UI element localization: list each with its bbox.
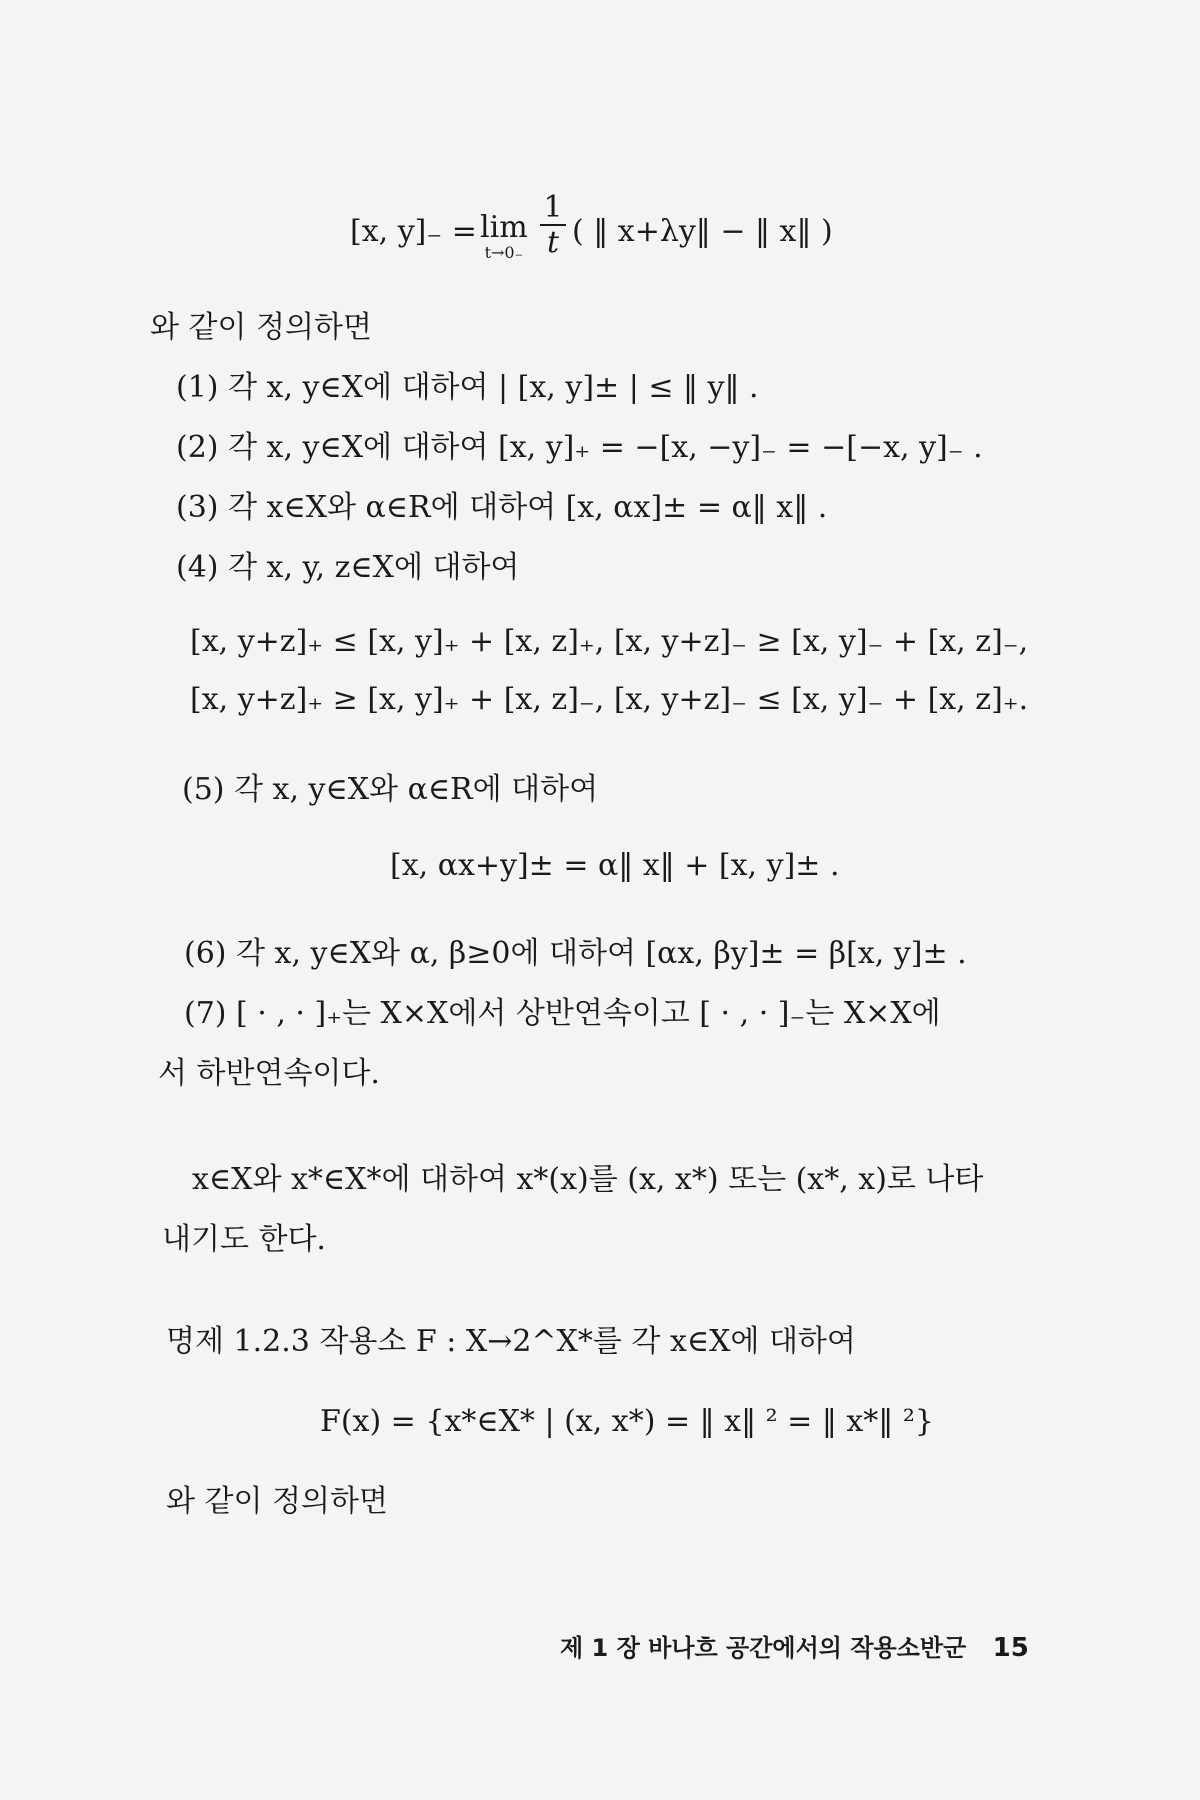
formula-rhs: ( ‖ x+λy‖ − ‖ x‖ ) xyxy=(572,214,833,249)
property-4: (4) 각 x, y, z∈X에 대하여 xyxy=(176,550,520,585)
lim-text: lim xyxy=(480,210,528,245)
formula-lhs: [x, y]₋ = xyxy=(350,214,477,249)
property-7: (7) [ · , · ]₊는 X×X에서 상반연속이고 [ · , · ]₋는 X×X에 xyxy=(184,996,941,1031)
proposition-heading: 명제 1.2.3 작용소 F : X→2^X*를 각 x∈X에 대하여 xyxy=(166,1324,856,1359)
property-3: (3) 각 x∈X와 α∈R에 대하여 [x, αx]± = α‖ x‖ . xyxy=(176,490,828,525)
property-6: (6) 각 x, y∈X와 α, β≥0에 대하여 [αx, βy]± = β[x, y]± . xyxy=(184,936,967,971)
property-1: (1) 각 x, y∈X에 대하여 | [x, y]± | ≤ ‖ y‖ . xyxy=(176,370,759,405)
notation-paragraph-continued: 내기도 한다. xyxy=(162,1222,326,1257)
fraction-denominator: t xyxy=(546,225,560,260)
property-2: (2) 각 x, y∈X에 대하여 [x, y]₊ = −[x, −y]₋ = −[−x, y]₋ . xyxy=(176,430,983,465)
property-7-continued: 서 하반연속이다. xyxy=(158,1056,380,1091)
chapter-title: 제 1 장 바나흐 공간에서의 작용소반군 xyxy=(560,1634,967,1662)
page-number: 15 xyxy=(992,1633,1029,1663)
lim-subscript: t→0₋ xyxy=(484,243,524,262)
notation-paragraph: x∈X와 x*∈X*에 대하여 x*(x)를 (x, x*) 또는 (x*, x)로 나타 xyxy=(192,1162,984,1197)
fraction xyxy=(540,192,566,260)
equation-5: [x, αx+y]± = α‖ x‖ + [x, y]± . xyxy=(390,848,840,883)
text-line: 와 같이 정의하면 xyxy=(150,310,372,345)
page-footer xyxy=(560,1628,1029,1663)
fraction-numerator: 1 xyxy=(543,190,563,225)
limit-operator xyxy=(480,210,528,261)
inequality-line-2: [x, y+z]₊ ≥ [x, y]₊ + [x, z]₋, [x, y+z]₋ ≤ [x, y]₋ + [x, z]₊. xyxy=(190,682,1029,717)
text-line-2: 와 같이 정의하면 xyxy=(166,1484,388,1519)
inequality-line-1: [x, y+z]₊ ≤ [x, y]₊ + [x, z]₊, [x, y+z]₋ ≥ [x, y]₋ + [x, z]₋, xyxy=(190,624,1029,659)
duality-map-formula: F(x) = {x*∈X* | (x, x*) = ‖ x‖ ² = ‖ x*‖ ²} xyxy=(320,1404,934,1439)
property-5: (5) 각 x, y∈X와 α∈R에 대하여 xyxy=(182,772,599,807)
